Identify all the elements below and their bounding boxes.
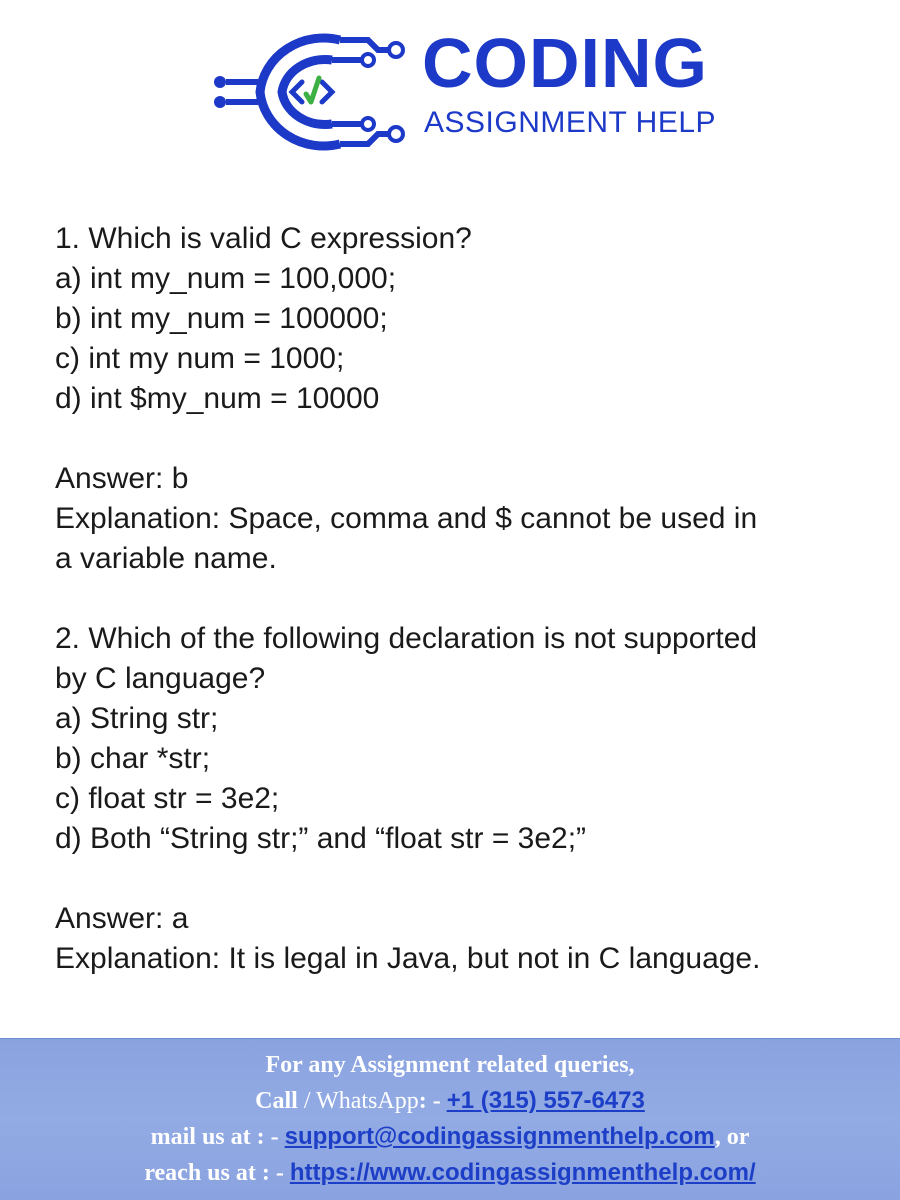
question-2-line: by C language? — [55, 662, 266, 695]
logo-icon — [212, 22, 412, 162]
q1-option-b: b) int my_num = 100000; — [55, 302, 388, 335]
call-label: Call — [255, 1088, 298, 1114]
brand-subtitle: ASSIGNMENT HELP — [424, 106, 717, 139]
brand-title: CODING — [422, 24, 708, 102]
q1-option-d: d) int $my_num = 10000 — [55, 382, 380, 415]
call-suffix: : - — [418, 1088, 447, 1114]
question-2-line: 2. Which of the following declaration is not supported — [55, 622, 758, 655]
reach-label: reach us at : - — [144, 1160, 290, 1186]
q2-explanation-line: Explanation: It is legal in Java, but not in C language. — [55, 942, 761, 975]
q2-option-c: c) float str = 3e2; — [55, 782, 280, 815]
quiz-content — [55, 219, 885, 979]
q1-explanation-line: a variable name. — [55, 542, 277, 575]
q2-option-d: d) Both “String str;” and “float str = 3e2;” — [55, 822, 587, 855]
question-1: 1. Which is valid C expression? — [55, 222, 472, 255]
phone-link[interactable]: +1 (315) 557-6473 — [446, 1087, 645, 1114]
q1-option-c: c) int my num = 1000; — [55, 342, 345, 375]
q2-answer: Answer: a — [55, 902, 189, 935]
contact-footer — [0, 1038, 900, 1200]
footer-heading: For any Assignment related queries, — [265, 1052, 635, 1078]
mail-suffix: , or — [714, 1124, 750, 1150]
whatsapp-label: WhatsApp — [316, 1088, 419, 1114]
call-separator: / — [297, 1088, 317, 1114]
header — [0, 0, 900, 190]
email-link[interactable]: support@codingassignmenthelp.com — [284, 1123, 715, 1150]
q1-answer: Answer: b — [55, 462, 189, 495]
q1-option-a: a) int my_num = 100,000; — [55, 262, 397, 295]
q2-option-a: a) String str; — [55, 702, 219, 735]
footer-call-row — [0, 1083, 900, 1119]
mail-label: mail us at : - — [150, 1124, 285, 1150]
q1-explanation-line: Explanation: Space, comma and $ cannot be used in — [55, 502, 758, 535]
footer-mail-row — [0, 1119, 900, 1155]
website-link[interactable]: https://www.codingassignmenthelp.com/ — [289, 1159, 756, 1186]
footer-url-row — [0, 1155, 900, 1191]
q2-option-b: b) char *str; — [55, 742, 211, 775]
